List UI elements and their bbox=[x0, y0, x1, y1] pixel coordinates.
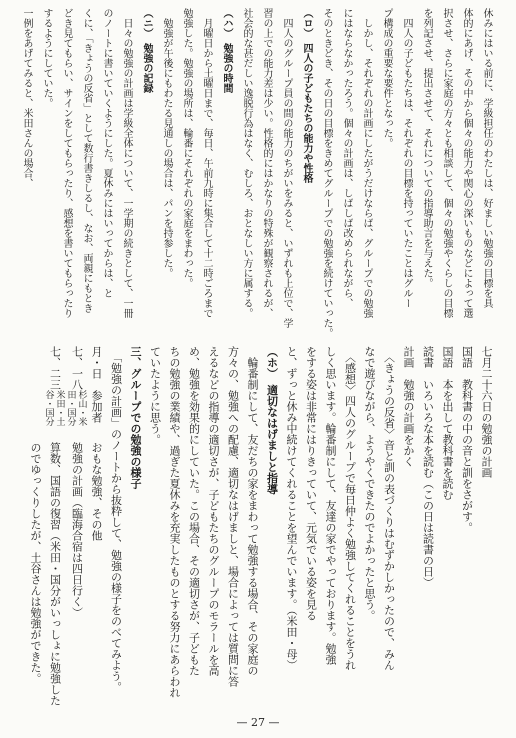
table-row bbox=[65, 346, 87, 708]
reflection-line: 〈きょうの反省〉音と訓の表づくりはむずかしかったので、みん bbox=[382, 346, 396, 671]
text-line: め、勉強を効果的にしていた。この場合、その適切さが、子どもた bbox=[187, 346, 201, 676]
text-line: くに、「きょうの反省」として数行書きしるし、なお、両親にもとき bbox=[81, 8, 92, 313]
text-line: を列記させ、提出させて、それについての指導助言を与えた。 bbox=[421, 8, 432, 288]
lower-text-block bbox=[10, 346, 496, 708]
header-participants: 参加者 bbox=[90, 390, 103, 423]
text-line: 「勉強の計画」のノートから抜粋して、勉強の様子をのべてみよう。 bbox=[109, 346, 123, 693]
text-line: 月曜日から土曜日まで、毎日、午前九時に集合して十二時ごろまで bbox=[201, 8, 212, 318]
upper-text-block bbox=[12, 8, 496, 340]
plan-item: 国語 本を出して教科書を読む bbox=[441, 346, 454, 500]
text-line: 勉強が午後にもわたる見通しの場合は、パンを持参した。 bbox=[161, 8, 172, 278]
section-heading-ha: （ハ） 勉強の時間 bbox=[221, 8, 232, 93]
row-activity: 算数、国語の復習（米田・国分がいっしょに勉強したのでゆっくりしたが、土谷さんは勉強ができた。 bbox=[29, 442, 62, 706]
parent-comment-line: しく思います。輪番制にして、友達の家でやっております。勉強 bbox=[324, 346, 337, 665]
row-date: 七、二三 bbox=[48, 346, 62, 390]
parent-comment-line: 〈感想〉四人のグループで毎日仲よく勉強してくれることをうれ bbox=[343, 346, 357, 671]
row-participants: 米田・土谷・国分 bbox=[43, 390, 65, 426]
text-line: ていたように思う。 bbox=[148, 346, 162, 445]
study-log-table bbox=[26, 346, 107, 708]
table-row bbox=[26, 346, 65, 708]
section-heading-ni: （ニ） 勉強の記録 bbox=[141, 8, 152, 93]
text-line: のノートに書いていくようにした。夏休みにはいってからは、と bbox=[101, 8, 112, 298]
plan-item: 計画 勉強の計画をかく bbox=[402, 346, 415, 467]
plan-item: 読書 いろいろな本を読む（この日は読書の日） bbox=[421, 346, 435, 588]
text-line: えるなどの指導の適切さが、子どもたちのグループのモラールを高 bbox=[207, 346, 220, 676]
table-header-row bbox=[87, 346, 107, 708]
text-line: 体的にあげ、その中から個々の能力や関心の深いものなどによって選 bbox=[461, 8, 472, 318]
text-line: 社会的な甚だしい逸脱行為はなく、むしろ、おとなしい方に属する。 bbox=[241, 8, 252, 318]
section-heading-ro: （ロ） 四人の子どもたちの能力や性格 bbox=[301, 8, 312, 183]
section-heading-ho: （ホ） 適切なはげましと指導 bbox=[265, 346, 279, 495]
parent-comment-line: と、ずっと休み中続けてくれることを望んでいます。（米田・母） bbox=[285, 346, 298, 671]
reflection-line: なで遊びながら、ようやくできたのでよかったと思う。 bbox=[363, 346, 376, 621]
text-line: しかし、それぞれの計画にしたがうだけならば、グループでの勉強 bbox=[361, 8, 372, 318]
text-line: ちの勉強の業績や、過ぎた夏休みを充実したものとする努力にあらわれ bbox=[168, 346, 181, 698]
text-line: 勉強した。勉強の場所は、輪番にそれぞれの家庭をまわった。 bbox=[181, 8, 192, 288]
text-line: にはならなかったろう。個々の計画は、しばしば改められながら、 bbox=[341, 8, 352, 308]
text-line: プ構成の重要な要件となった。 bbox=[381, 8, 392, 148]
text-line: 四人のグループ員の間の能力のちがいをみると、いずれも上位で、学 bbox=[281, 8, 292, 328]
text-line: どき見てもらい、サインをしてもらったり、感想を書いてもらったり bbox=[61, 8, 72, 318]
text-line: 休みにはいる前に、学級担任のわたしは、好ましい勉強の目標を具 bbox=[481, 8, 492, 308]
row-participants: 杉山・米田・国分 bbox=[65, 390, 87, 426]
row-activity: 勉強の計画（臨海合宿は四日行く） bbox=[70, 442, 84, 618]
text-line: 択させ、さらに家庭の方々とも相談して、個々の勉強やくらしの目標 bbox=[441, 8, 452, 318]
chapter-heading: 三、グループでの勉強の様子 bbox=[129, 346, 142, 489]
text-line: するようにしていた。 bbox=[41, 8, 52, 108]
text-line: 習の上での能力差は少い。性格的にはかなりの特殊が観察されるが、 bbox=[261, 8, 272, 318]
text-line: 方々の、勉強への配慮、適切なはげましと、場合によっては質問に答 bbox=[226, 346, 240, 687]
row-date: 七、一八 bbox=[70, 346, 84, 390]
parent-comment-line: をする姿は非常にはりきっていて、元気でいる姿を見る bbox=[304, 346, 318, 621]
plan-title: 七月二十六日の勉強の計画 bbox=[480, 346, 493, 478]
text-line: 四人の子どもたちは、それぞれの目標を持っていたことはグルー bbox=[401, 8, 412, 308]
page-number: — 27 — bbox=[236, 716, 280, 729]
plan-item: 国語 教科書の中の音と訓をさがす。 bbox=[460, 346, 474, 533]
text-line: 一例をあげてみると、米田さんの場合、 bbox=[21, 8, 32, 188]
text-line: そのときどき、その日の目標をきめてグループでの勉強を続けていった。 bbox=[321, 8, 332, 338]
header-date: 月・日 bbox=[90, 346, 103, 379]
text-line: 日々の勉強の計画は学級全体について、一学期の続きとして、一冊 bbox=[121, 8, 132, 318]
text-line: 輪番制にして、友だちの家をまわって勉強する場合、その家庭の bbox=[246, 346, 259, 676]
header-activity: おもな勉強、その他 bbox=[90, 442, 103, 541]
